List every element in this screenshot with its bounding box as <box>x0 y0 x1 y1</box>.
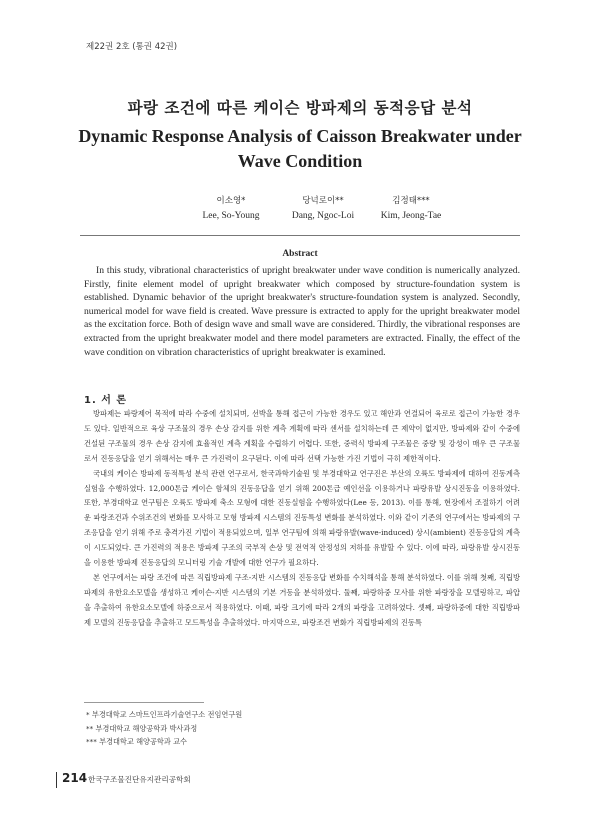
author-name-english: Dang, Ngoc-Loi <box>291 211 355 221</box>
paper-title-korean: 파랑 조건에 따른 케이슨 방파제의 동적응답 분석 <box>127 98 473 117</box>
footnote-item: ** 부경대학교 해양공학과 박사과정 <box>86 723 198 733</box>
body-paragraph: 방파제는 파랑제어 목적에 따라 수중에 설치되며, 선박을 통해 접근이 가능한 경우도 있고 해안과 연결되어 육로로 접근이 가능한 경우도 있다. 일반적으로 육상 구조물의 경우 손상 감지를 위한 계측 계획에 따라 센서를 설치하는데 큰 제약이 없지만, 방파제와 같이 수중에 건설된 구조물의 경우 손상 감지에 효율적인 계측 계획을 수립하기 어렵다. 또한, 중력식 방파제 구조물은 중량 및 강성이 매우 큰 구조물로서 진동응답을 얻기 위해서는 매우 큰 가진력이 요구된다. 이에 따라 선택 가능한 가진 기법이 극히 제한적이다. <box>84 409 520 463</box>
author-name-english: Kim, Jeong-Tae <box>380 211 442 221</box>
author-3 <box>351 194 471 221</box>
author-name-korean: 이소영* <box>216 196 246 206</box>
section-heading-introduction: 1. 서 론 <box>84 395 128 406</box>
journal-name-footer: 한국구조물진단유지관리공학회 <box>88 775 191 784</box>
abstract-text: In this study, vibrational characteristics of upright breakwater under wave condition is numerically analyzed. Firstly, finite element model of upright breakwater which composed by structure-foundation system is established. Dynamic behavior of the upright breakwater's structure-foundation system is analyzed. Secondly, numerical model for wave field is created. Wave pressure is extracted to apply for the upright breakwater model as the excitation force. Both of design wave and small wave are considered. Thirdly, the vibrational responses are extracted from the upright breakwater model and there model parameters are extracted. Finally, the effect of the wave condition on vibration characteristics of upright breakwater is examined. <box>84 265 520 358</box>
body-paragraph: 국내의 케이슨 방파제 동적특성 분석 관련 연구로서, 한국과학기술원 및 부경대학교 연구진은 부산의 오륙도 방파제에 대하여 진동계측 실험을 수행하였다. 12,000톤급 케이슨 함체의 진동응답을 얻기 위해 200톤급 예인선을 이용하거나 파랑유발 상시진동을 이용하였다. 또한, 부경대학교 연구팀은 오륙도 방파제 축소 모형에 대한 진동실험을 수행하였다(Lee 등, 2013). 이를 통해, 현장에서 조절하기 어려운 파랑조건과 수위조건의 변화를 모사하고 모형 방파제 시스템의 진동특성 변화를 분석하였다. 이와 같이 기존의 연구에서는 방파제의 구조응답을 얻기 위해 주로 충격가진 기법이 적용되었으며, 일부 연구팀에 의해 파랑유발(wave-induced) 상시(ambient) 진동응답의 계측이 시도되었다. 큰 가진력의 적용은 방파제 구조의 국부적 손상 및 전역적 안정성의 저하를 유발할 수 있다. 이에 따라, 파랑유발 상시진동을 이용한 방파제 진동응답의 모니터링 기술 개발에 대한 연구가 필요하다. <box>84 468 520 568</box>
footnote-item: * 부경대학교 스마트인프라기술연구소 전임연구원 <box>86 710 243 719</box>
footnote-divider <box>84 702 204 703</box>
footnotes <box>86 708 242 749</box>
author-name-korean: 당넉로이** <box>302 196 344 206</box>
paper-title-english: Dynamic Response Analysis of Caisson Breakwater under Wave Condition <box>78 126 522 171</box>
abstract-divider <box>80 235 520 236</box>
page-number: 214 <box>62 771 88 785</box>
author-name-korean: 김정태*** <box>392 196 430 206</box>
footnote-item: *** 부경대학교 해양공학과 교수 <box>86 737 187 746</box>
footer-divider <box>56 772 57 788</box>
body-paragraph: 본 연구에서는 파랑 조건에 따른 직립방파제 구조-지반 시스템의 진동응답 변화를 수치해석을 통해 분석하였다. 이를 위해 첫째, 직립방파제의 유한요소모델을 생성하고 케이슨-지반 시스템의 기본 거동을 분석하였다. 둘째, 파랑하중 모사를 위한 파랑장을 모델링하고, 파압을 추출하여 유한요소모델에 하중으로서 적용하였다. 이때, 파랑 크기에 따라 2개의 파랑을 고려하였다. 셋째, 파랑하중에 대한 직립방파제 모델의 진동응답을 추출하고 모드특성을 추출하였다. 마지막으로, 파랑조건 변화가 직립방파제의 진동특 <box>84 572 520 627</box>
author-name-english: Lee, So-Young <box>202 211 260 221</box>
journal-volume-header: 제22권 2호 (통권 42권) <box>86 42 178 52</box>
abstract-heading: Abstract <box>282 249 318 259</box>
introduction-body <box>84 407 520 631</box>
